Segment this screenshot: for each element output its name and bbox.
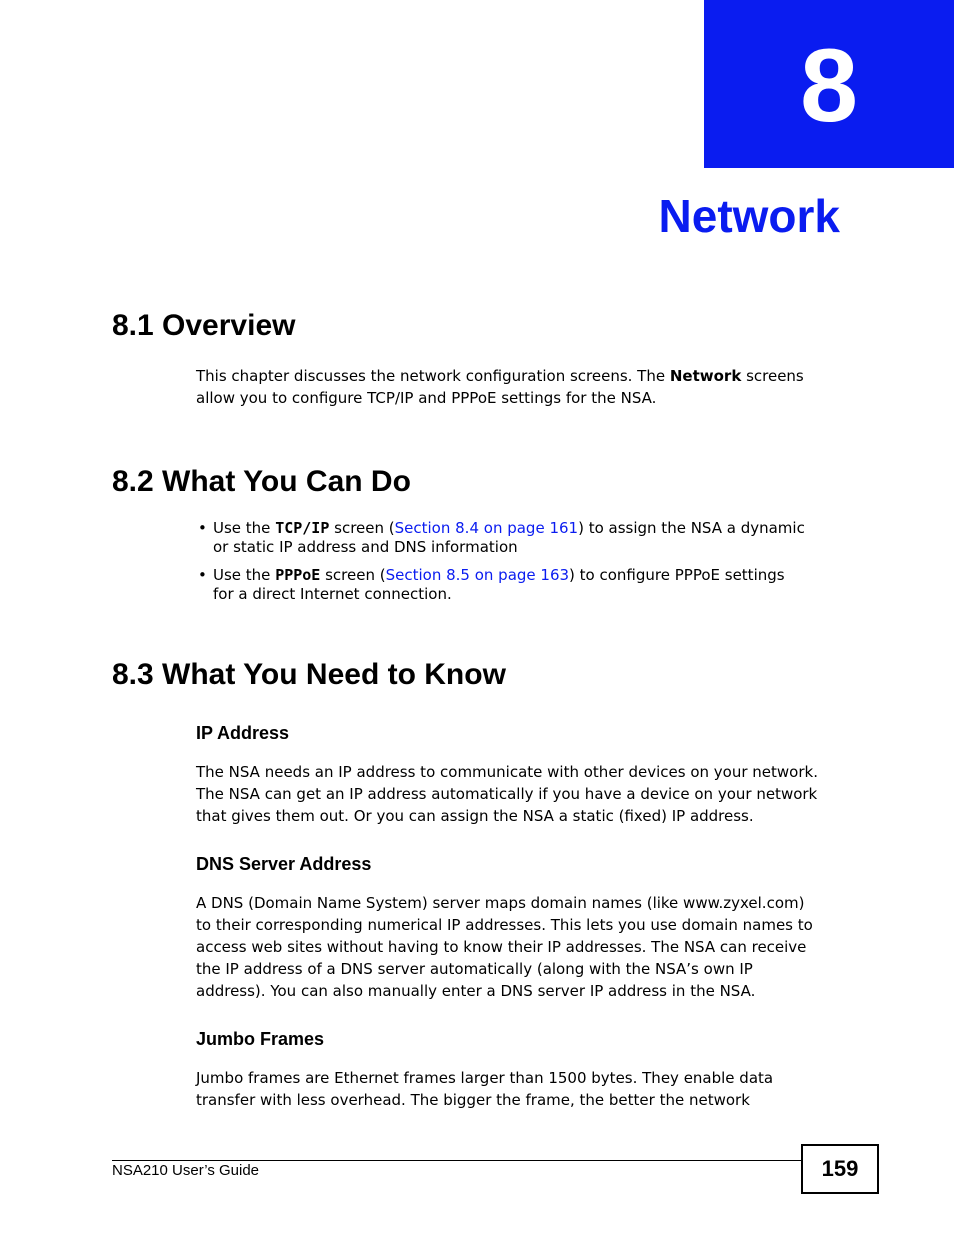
paragraph-line: A DNS (Domain Name System) server maps domain names (like www.zyxel.com) — [196, 894, 805, 912]
can-do-list — [196, 519, 846, 613]
chapter-number-box — [704, 0, 954, 168]
list-item — [196, 519, 846, 557]
chapter-title: Network — [658, 190, 840, 242]
subheading-jumbo-frames: Jumbo Frames — [196, 1029, 325, 1049]
list-text: screen ( — [329, 519, 395, 537]
jumbo-frames-paragraph — [196, 1067, 846, 1111]
list-text: or static IP address and DNS information — [213, 538, 518, 556]
list-bold-term: TCP/IP — [275, 519, 330, 537]
paragraph-line: access web sites without having to know their IP addresses. The NSA can receive — [196, 938, 807, 956]
paragraph-line: address). You can also manually enter a DNS server IP address in the NSA. — [196, 982, 756, 1000]
paragraph-line: transfer with less overhead. The bigger the frame, the better the network — [196, 1091, 750, 1109]
list-text: screen ( — [320, 566, 386, 584]
chapter-number: 8 — [800, 27, 858, 144]
subheading-ip-address: IP Address — [196, 723, 290, 743]
section-heading-what-you-need-to-know: 8.3 What You Need to Know — [112, 658, 506, 691]
section-heading-what-you-can-do: 8.2 What You Can Do — [112, 465, 411, 498]
section-link[interactable]: Section 8.4 on page 161 — [394, 519, 579, 537]
list-item — [196, 566, 846, 604]
section-heading-overview: 8.1 Overview — [112, 309, 296, 342]
ip-address-paragraph — [196, 761, 846, 827]
list-text: Use the — [213, 519, 276, 537]
list-text: Use the — [213, 566, 276, 584]
overview-paragraph — [196, 365, 846, 409]
list-bold-term: PPPoE — [275, 566, 321, 584]
list-text: for a direct Internet connection. — [213, 585, 452, 603]
paragraph-line: to their corresponding numerical IP addresses. This lets you use domain names to — [196, 916, 813, 934]
paragraph-line: Jumbo frames are Ethernet frames larger than 1500 bytes. They enable data — [196, 1069, 774, 1087]
paragraph-line: the IP address of a DNS server automatically (along with the NSA’s own IP — [196, 960, 753, 978]
page-number: 159 — [821, 1156, 859, 1181]
bullet-icon: • — [198, 519, 207, 537]
overview-text: allow you to configure TCP/IP and PPPoE settings for the NSA. — [196, 389, 657, 407]
dns-paragraph — [196, 892, 846, 1002]
list-text: ) to assign the NSA a dynamic — [578, 519, 805, 537]
bullet-icon: • — [198, 566, 207, 584]
section-link[interactable]: Section 8.5 on page 163 — [385, 566, 570, 584]
subheading-dns-server-address: DNS Server Address — [196, 854, 372, 874]
overview-bold-network: Network — [669, 367, 742, 385]
list-text: ) to configure PPPoE settings — [569, 566, 785, 584]
paragraph-line: that gives them out. Or you can assign the NSA a static (fixed) IP address. — [196, 807, 754, 825]
overview-text: screens — [741, 367, 804, 385]
overview-text: This chapter discusses the network configuration screens. The — [196, 367, 670, 385]
paragraph-line: The NSA can get an IP address automatically if you have a device on your network — [196, 785, 818, 803]
paragraph-line: The NSA needs an IP address to communicate with other devices on your network. — [196, 763, 818, 781]
page-number-box — [801, 1144, 879, 1194]
footer-divider — [112, 1160, 802, 1161]
footer-guide-title: NSA210 User’s Guide — [112, 1162, 260, 1179]
